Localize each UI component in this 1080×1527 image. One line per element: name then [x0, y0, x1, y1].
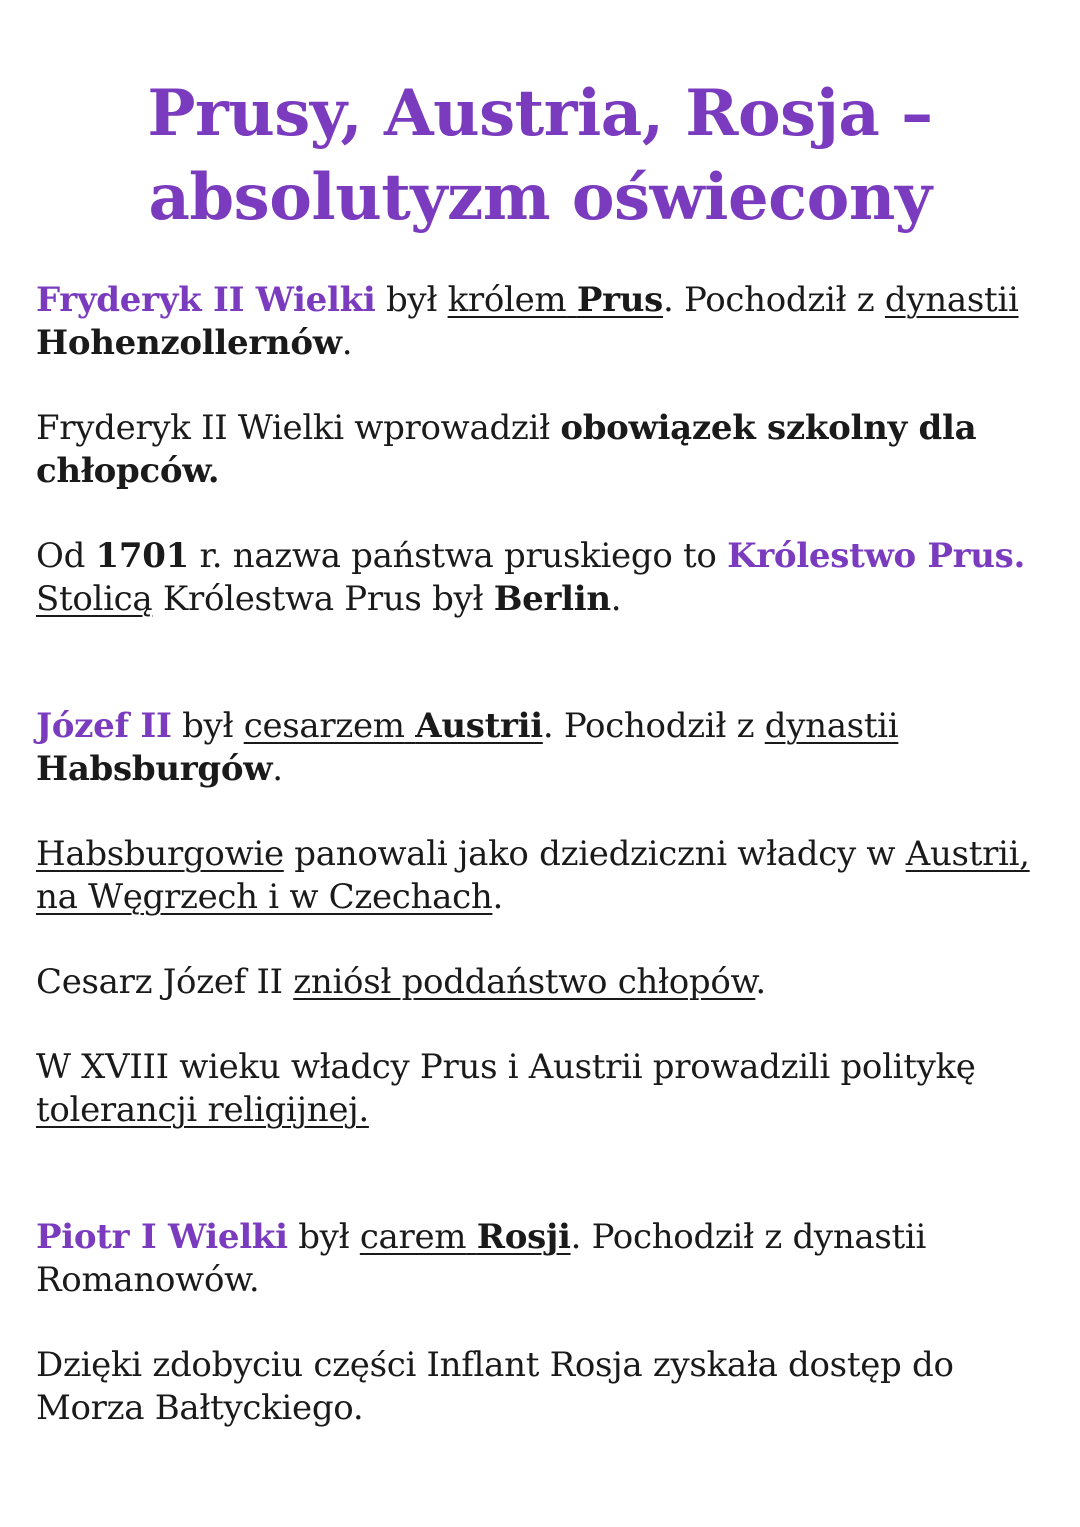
- role-text: królem: [447, 280, 567, 320]
- page-title: [60, 72, 1020, 240]
- text: Fryderyk II Wielki wprowadził: [36, 408, 561, 448]
- dynasty-name: Habsburgów: [36, 749, 273, 789]
- text: r. nazwa państwa pruskiego to: [188, 536, 728, 576]
- dynasty-label: dynastii: [884, 280, 1019, 320]
- title-line-2: absolutyzm oświecony: [148, 160, 932, 235]
- text: W XVIII wieku władcy Prus i Austrii prowadzili politykę: [36, 1047, 976, 1087]
- underlined-text: Austrii, na Węgrzech i w Czechach: [36, 834, 1030, 917]
- text: był: [375, 280, 448, 320]
- text: .: [610, 579, 622, 619]
- text: .: [272, 749, 283, 789]
- underlined-text: zniósł poddaństwo chłopów: [293, 962, 756, 1002]
- text: .: [492, 877, 503, 917]
- text: Dzięki zdobyciu części Inflant Rosja zyskała dostęp do Morza Bałtyckiego.: [36, 1345, 954, 1428]
- austria-paragraph-4: [36, 1046, 1046, 1132]
- prussia-paragraph-1: [36, 279, 1046, 365]
- role-text: cesarzem: [243, 706, 405, 746]
- austria-paragraph-1: [36, 705, 1046, 791]
- capital-name: Berlin: [493, 579, 611, 619]
- bold-text: obowiązek szkolny dla chłopców.: [36, 408, 977, 491]
- space: [405, 706, 416, 746]
- prussia-paragraph-3: [36, 535, 1046, 621]
- underlined-text: [448, 280, 663, 320]
- text: Królestwa Prus był: [152, 579, 494, 619]
- text: Od: [36, 536, 96, 576]
- austria-paragraph-3: [36, 961, 1046, 1004]
- country-text: Prus: [576, 280, 664, 320]
- dynasty-name: Hohenzollernów: [36, 323, 342, 363]
- text: . Pochodził z: [542, 706, 765, 746]
- role-text: carem: [359, 1217, 467, 1257]
- prussia-paragraph-2: [36, 407, 1046, 493]
- text: . Pochodził z: [663, 280, 885, 320]
- year-text: 1701: [95, 536, 189, 576]
- austria-paragraph-2: [36, 833, 1046, 919]
- underlined-text: Habsburgowie: [36, 834, 284, 874]
- country-text: Rosji: [476, 1217, 571, 1257]
- ruler-name: Józef II: [36, 706, 172, 746]
- text: panowali jako dziedziczni władcy w: [283, 834, 906, 874]
- text: był: [171, 706, 244, 746]
- ruler-name: Piotr I Wielki: [36, 1217, 288, 1257]
- text: Cesarz Józef II: [36, 962, 294, 1002]
- text: .: [341, 323, 353, 363]
- ruler-name: Fryderyk II Wielki: [36, 280, 376, 320]
- russia-paragraph-2: [36, 1344, 1046, 1430]
- title-line-1: Prusy, Austria, Rosja –: [147, 76, 933, 151]
- text: . Pochodził z dynastii Romanowów.: [36, 1217, 927, 1300]
- kingdom-name: Królestwo Prus.: [727, 536, 1026, 576]
- capital-label: Stolicą: [36, 579, 153, 619]
- text: .: [755, 962, 766, 1002]
- underlined-text: [360, 1217, 571, 1257]
- space: [466, 1217, 477, 1257]
- dynasty-label: dynastii: [764, 706, 899, 746]
- space: [566, 280, 577, 320]
- underlined-text: tolerancji religijnej.: [36, 1090, 369, 1130]
- russia-paragraph-1: [36, 1216, 1046, 1302]
- underlined-text: [244, 706, 543, 746]
- text: był: [287, 1217, 360, 1257]
- country-text: Austrii: [415, 706, 543, 746]
